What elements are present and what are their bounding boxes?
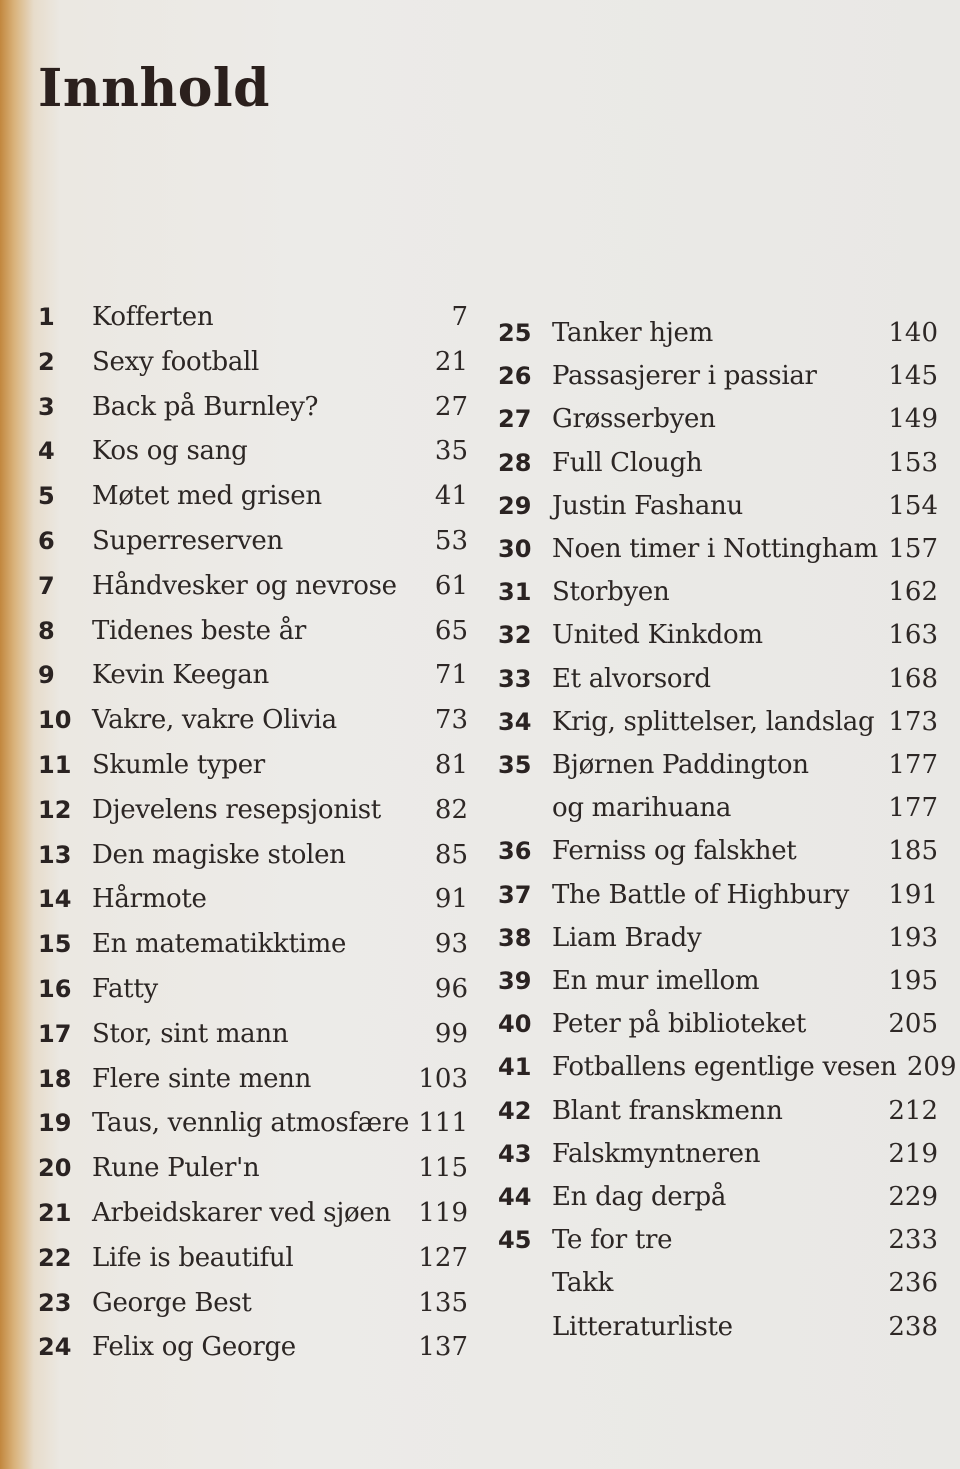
page-number: 177 (888, 793, 938, 824)
page-number: 238 (888, 1311, 938, 1342)
chapter-title: Passasjerer i passiar (552, 361, 817, 392)
chapter-number: 9 (38, 661, 55, 690)
chapter-number: 15 (38, 930, 72, 959)
chapter-title: Full Clough (552, 447, 703, 478)
chapter-number: 26 (498, 362, 532, 391)
chapter-title: En dag derpå (552, 1182, 727, 1212)
chapter-title: Kofferten (92, 302, 214, 332)
toc-entry (38, 705, 468, 745)
chapter-title: Sexy football (92, 346, 260, 377)
chapter-number: 36 (498, 837, 532, 866)
toc-entry (498, 836, 938, 876)
chapter-title: Krig, splittelser, landslag (552, 706, 875, 737)
page-number: 103 (418, 1063, 468, 1094)
page-number: 96 (434, 974, 468, 1004)
chapter-title: Djevelens resepsjonist (92, 794, 381, 825)
chapter-title: Fatty (92, 974, 158, 1004)
chapter-number: 7 (38, 571, 55, 600)
chapter-title: Liam Brady (552, 922, 702, 953)
toc-entry (498, 707, 938, 747)
page-number: 115 (418, 1153, 468, 1184)
page-number: 157 (888, 534, 938, 564)
chapter-number: 10 (38, 706, 72, 735)
page-number: 137 (418, 1332, 468, 1363)
chapter-number: 17 (38, 1019, 72, 1048)
page-number: 111 (418, 1108, 468, 1139)
chapter-number: 33 (498, 664, 532, 693)
toc-entry (498, 577, 938, 617)
chapter-number: 16 (38, 975, 72, 1003)
chapter-title: Den magiske stolen (92, 839, 346, 870)
chapter-number: 23 (38, 1288, 72, 1317)
chapter-title: Stor, sint mann (92, 1018, 289, 1049)
toc-entry (38, 840, 468, 880)
chapter-title: Falskmyntneren (552, 1138, 761, 1169)
page-number: 135 (418, 1287, 468, 1318)
chapter-title: Rune Puler'n (92, 1153, 260, 1184)
chapter-number: 6 (38, 527, 55, 555)
page-number: 85 (434, 839, 468, 870)
page-number: 233 (888, 1225, 938, 1256)
toc-entry (38, 436, 468, 476)
toc-entry (498, 793, 938, 833)
chapter-number: 43 (498, 1139, 532, 1168)
chapter-number: 2 (38, 347, 55, 376)
page-number: 236 (888, 1268, 938, 1299)
toc-entry (38, 571, 468, 611)
chapter-title: Tidenes beste år (92, 615, 307, 646)
page-number: 219 (888, 1138, 938, 1169)
chapter-number: 3 (38, 392, 55, 421)
toc-entry (498, 923, 938, 963)
toc-entry (498, 1139, 938, 1179)
chapter-title: Grøsserbyen (552, 404, 716, 435)
chapter-title: Kos og sang (92, 436, 248, 467)
page-number: 140 (888, 318, 938, 348)
chapter-number: 22 (38, 1243, 72, 1272)
chapter-title: Justin Fashanu (552, 490, 743, 521)
chapter-title: Peter på biblioteket (552, 1009, 806, 1040)
toc-entry (498, 1182, 938, 1222)
chapter-number: 40 (498, 1010, 532, 1039)
toc-entry (498, 966, 938, 1006)
page-number: 53 (434, 526, 468, 556)
page-number: 229 (888, 1182, 938, 1212)
chapter-number: 19 (38, 1109, 72, 1138)
page-number: 153 (888, 447, 938, 478)
toc-entry (498, 620, 938, 660)
chapter-number: 8 (38, 616, 55, 645)
toc-entry (498, 880, 938, 920)
toc-entry (38, 795, 468, 835)
chapter-title: Taus, vennlig atmosfære (92, 1108, 410, 1139)
chapter-title: Back på Burnley? (92, 391, 319, 422)
page-number: 65 (434, 615, 468, 646)
chapter-number: 20 (38, 1154, 72, 1183)
page-number: 209 (906, 1052, 957, 1083)
page-number: 195 (888, 966, 938, 996)
chapter-number: 30 (498, 535, 532, 563)
chapter-title: En mur imellom (552, 966, 760, 996)
chapter-number: 42 (498, 1096, 532, 1125)
chapter-title: Tanker hjem (552, 318, 713, 348)
chapter-title: George Best (92, 1287, 252, 1318)
toc-entry (38, 1153, 468, 1193)
chapter-number: 25 (498, 319, 532, 347)
chapter-number: 32 (498, 621, 532, 650)
chapter-title: Noen timer i Nottingham (552, 534, 878, 564)
toc-entry (38, 750, 468, 790)
page-number: 185 (888, 836, 938, 867)
page-number: 193 (888, 922, 938, 953)
page-number: 35 (434, 436, 468, 467)
page-number: 82 (434, 794, 468, 825)
chapter-number: 31 (498, 578, 532, 607)
page-number: 91 (434, 884, 468, 915)
chapter-number: 28 (498, 448, 532, 477)
toc-entry (498, 664, 938, 704)
chapter-number: 27 (498, 405, 532, 434)
chapter-title: Life is beautiful (92, 1242, 294, 1273)
toc-entry (38, 974, 468, 1014)
page-number: 154 (888, 490, 938, 521)
chapter-number: 29 (498, 491, 532, 520)
toc-entry (498, 318, 938, 358)
page-number: 21 (434, 346, 468, 377)
toc-entry (38, 1198, 468, 1238)
chapter-number: 1 (38, 303, 55, 331)
toc-entry (38, 1288, 468, 1328)
chapter-number: 13 (38, 840, 72, 869)
toc-entry (498, 1268, 938, 1308)
chapter-title: Kevin Keegan (92, 660, 269, 691)
chapter-title: Blant franskmenn (552, 1095, 783, 1126)
page-number: 127 (418, 1242, 468, 1273)
chapter-number: 21 (38, 1199, 72, 1227)
page-number: 205 (888, 1009, 938, 1040)
toc-entry (38, 1064, 468, 1104)
chapter-number: 39 (498, 967, 532, 995)
page-number: 119 (418, 1198, 468, 1228)
chapter-title: Skumle typer (92, 750, 265, 780)
toc-entry (38, 929, 468, 969)
toc-entry (498, 1052, 957, 1092)
toc-entry (498, 534, 938, 574)
toc-entry (38, 616, 468, 656)
chapter-number: 44 (498, 1183, 532, 1211)
chapter-title: Bjørnen Paddington (552, 750, 809, 780)
page-number: 93 (434, 929, 468, 960)
chapter-number: 11 (38, 751, 72, 779)
page-number: 191 (888, 879, 938, 910)
chapter-title: Hårmote (92, 884, 207, 915)
chapter-number: 24 (38, 1333, 72, 1362)
page-number: 99 (434, 1018, 468, 1049)
page-number: 173 (888, 706, 938, 737)
chapter-title: Flere sinte menn (92, 1063, 312, 1094)
chapter-title: Storbyen (552, 577, 670, 608)
chapter-number: 12 (38, 795, 72, 824)
toc-entry (498, 361, 938, 401)
chapter-title: En matematikktime (92, 929, 347, 960)
chapter-title: Vakre, vakre Olivia (92, 705, 337, 736)
page-number: 71 (434, 660, 468, 691)
toc-entry (498, 1009, 938, 1049)
chapter-number: 37 (498, 880, 532, 909)
chapter-number: 5 (38, 482, 55, 511)
toc-entry (498, 1225, 938, 1265)
toc-entry (38, 392, 468, 432)
chapter-title: Superreserven (92, 526, 283, 556)
page-title: Innhold (38, 58, 271, 119)
toc-entry (38, 302, 468, 342)
chapter-number: 41 (498, 1053, 532, 1082)
page-number: 168 (888, 663, 938, 694)
toc-entry (498, 1312, 938, 1352)
toc-entry (498, 750, 938, 790)
page-number: 162 (888, 577, 938, 608)
chapter-title: Felix og George (92, 1332, 296, 1363)
toc-entry (38, 1108, 468, 1148)
chapter-title: Litteraturliste (552, 1311, 733, 1342)
page-number: 61 (434, 570, 468, 601)
chapter-title: The Battle of Highbury (552, 879, 850, 910)
page-number: 41 (434, 481, 468, 512)
toc-entry (38, 660, 468, 700)
toc-entry (38, 526, 468, 566)
chapter-title: Ferniss og falskhet (552, 836, 797, 867)
page-number: 149 (888, 404, 938, 435)
chapter-number: 18 (38, 1064, 72, 1093)
page-number: 163 (888, 620, 938, 651)
chapter-number: 34 (498, 707, 532, 736)
toc-entry (38, 1243, 468, 1283)
chapter-title: Takk (552, 1268, 614, 1299)
chapter-number: 4 (38, 437, 55, 466)
chapter-title: Te for tre (552, 1225, 673, 1256)
page-number: 212 (888, 1095, 938, 1126)
toc-entry (38, 884, 468, 924)
chapter-title: Et alvorsord (552, 663, 711, 694)
toc-entry (38, 1332, 468, 1372)
chapter-title: United Kinkdom (552, 620, 763, 651)
page-number: 177 (888, 750, 938, 780)
toc-entry (498, 448, 938, 488)
toc-entry (498, 404, 938, 444)
page-number: 81 (434, 750, 468, 780)
chapter-number: 45 (498, 1226, 532, 1255)
chapter-number: 35 (498, 751, 532, 779)
toc-entry (498, 491, 938, 531)
toc-entry (38, 1019, 468, 1059)
chapter-number: 14 (38, 885, 72, 914)
page-number: 7 (451, 302, 468, 332)
toc-entry (38, 347, 468, 387)
chapter-number: 38 (498, 923, 532, 952)
chapter-title: Møtet med grisen (92, 481, 322, 512)
chapter-title: og marihuana (552, 793, 732, 824)
toc-entry (498, 1096, 938, 1136)
chapter-title: Fotballens egentlige vesen (552, 1052, 897, 1083)
page-number: 145 (888, 361, 938, 392)
page-number: 73 (434, 705, 468, 736)
toc-entry (38, 481, 468, 521)
page-number: 27 (434, 391, 468, 422)
chapter-title: Håndvesker og nevrose (92, 570, 397, 601)
chapter-title: Arbeidskarer ved sjøen (92, 1198, 391, 1228)
